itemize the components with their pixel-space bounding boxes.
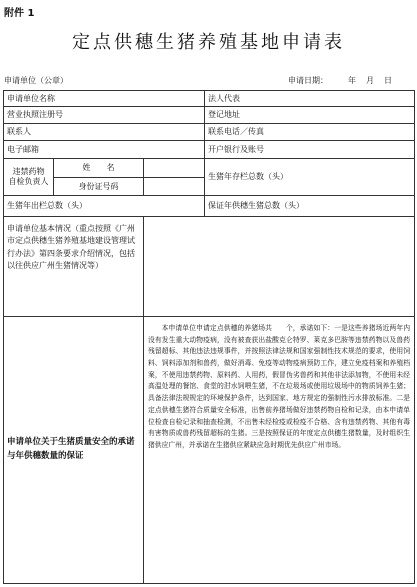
- unit-name-label: 申请单位名称: [4, 91, 205, 107]
- promise-label: 申请单位关于生猪质量安全的承诺与年供穗数量的保证: [4, 317, 144, 584]
- apply-date: [288, 75, 413, 86]
- phone-fax-label: 联系电话／传真: [205, 124, 415, 141]
- legal-rep-label: 法人代表: [205, 91, 415, 107]
- annual-out-label: 生猪年出栏总数（头）: [4, 196, 205, 217]
- basic-info-value: [144, 217, 415, 317]
- guarantee-supply-label: 保证年供穗生猪总数（头）: [205, 196, 415, 217]
- application-form-table: [3, 90, 415, 584]
- drug-self-check-person-label: [4, 159, 54, 196]
- page-title: 定点供穗生猪养殖基地申请表: [72, 32, 345, 53]
- license-no-label: 营业执照注册号: [4, 107, 205, 124]
- person-name-value: [144, 159, 205, 178]
- year-label: 年: [348, 76, 356, 85]
- drug-person-line-2: 自检负责人: [8, 177, 49, 186]
- day-label: 日: [384, 76, 392, 85]
- applicant-seal-label: 申请单位（公章）: [4, 76, 68, 85]
- apply-date-label: 申请日期：: [288, 76, 328, 85]
- person-name-label: 姓 名: [54, 159, 144, 178]
- email-label: 电子邮箱: [4, 141, 205, 159]
- basic-info-label: 申请单位基本情况（重点按照《广州市定点供穗生猪养殖基地建设管理试行办法》第四条要求介绍情况，包括以往供应广州生猪情况等）: [4, 217, 144, 317]
- month-label: 月: [366, 76, 374, 85]
- contact-label: 联系人: [4, 124, 205, 141]
- bank-account-label: 开户银行及账号: [205, 141, 415, 159]
- promise-text: 本申请单位申请定点供穗的养猪场共 个，承诺如下：一是这些养猪场近两年内没有发生重大动物疫病，没有被查获出盐酸克仑特罗、莱克多巴胺等违禁药物以及兽药残留超标、其他违法违规事件，并按照法律法规和国家强制性技术规范的要求，使用饲料、饲料添加剂和兽药，做好消毒、免疫等动物疫病预防工作，建立免疫档案和养殖档案，不使用违禁药物、原料药、人用药，假冒伪劣兽药和其他非法添加物，不使用未经高温处理的餐馆、食堂的泔水饲喂生猪，不在垃圾场或使用垃圾场中的物质饲养生猪；具备法律法规规定的环境保护条件，达到国家、地方规定的强制性污水排放标准。二是定点供穗生猪符合质量安全标准，出售前养猪场做好违禁药物自检和记录，由本申请单位检查自检记录和抽查检测，不出售未经检疫或检疫不合格、含有违禁药物、其他有毒有害物质或兽药残留超标的生猪。三是按照保证的年度定点供穗生猪数量，及时组织生猪供应广州，并承诺在生猪供应紧缺应急时期优先供应广州市场。: [148, 324, 411, 449]
- id-no-label: 身份证号码: [54, 178, 144, 196]
- annex-label: 附件 1: [4, 8, 35, 19]
- promise-text-cell: [144, 317, 415, 584]
- reg-address-label: 登记地址: [205, 107, 415, 124]
- annual-stock-label: 生猪年存栏总数（头）: [205, 159, 415, 196]
- drug-person-line-1: 违禁药物: [12, 167, 45, 176]
- id-no-value: [144, 178, 205, 196]
